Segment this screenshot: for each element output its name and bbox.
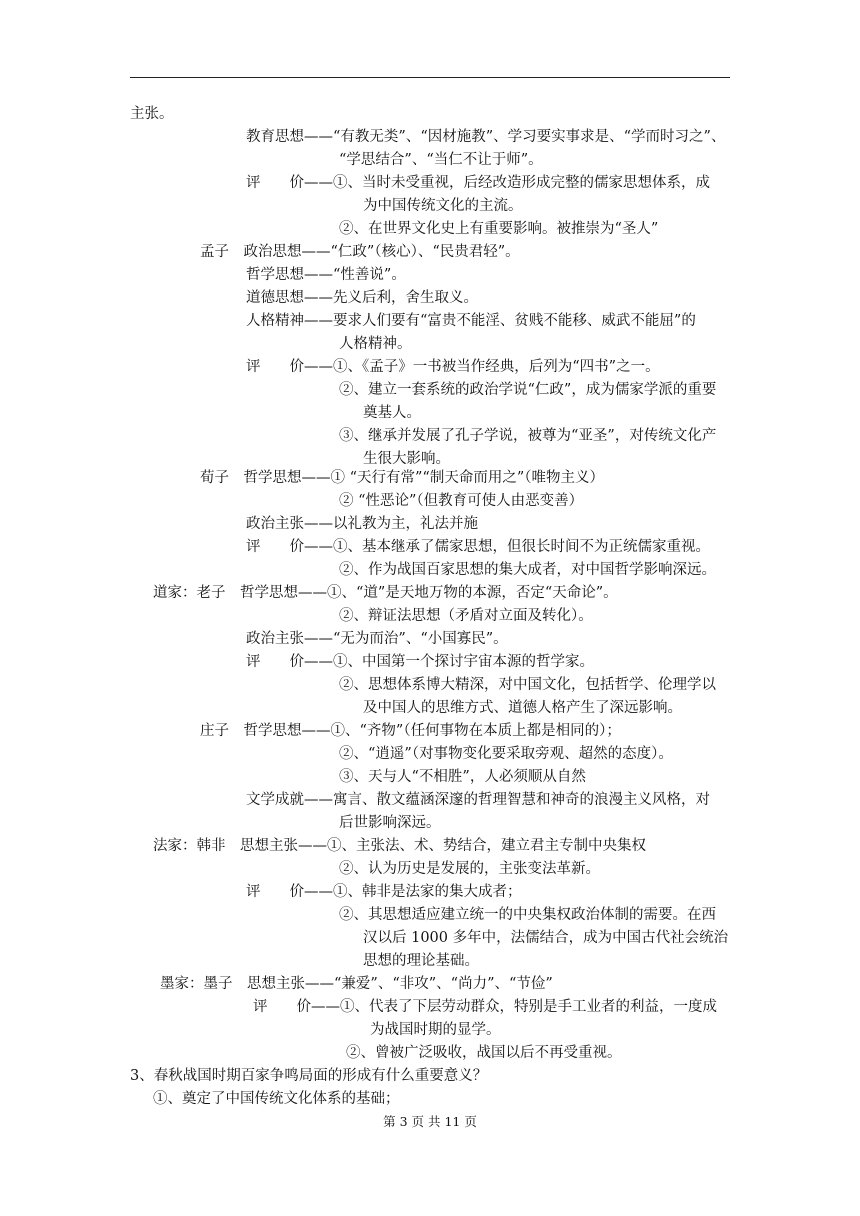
text-line: 道德思想——先义后利，舍生取义。: [246, 290, 478, 306]
text-line: 墨家：墨子 思想主张——“兼爱”、“非攻”、“尚力”、“节俭”: [160, 976, 553, 992]
header-rule: [130, 77, 730, 78]
text-line: 后世影响深远。: [339, 815, 441, 831]
text-line: 奠基人。: [363, 405, 421, 421]
text-line: 评 价——①、中国第一个探讨宇宙本源的哲学家。: [246, 654, 594, 670]
text-line: 及中国人的思维方式、道德人格产生了深远影响。: [363, 700, 682, 716]
text-line: ③、天与人“不相胜”，人必须顺从自然: [339, 769, 586, 785]
text-line: ②、建立一套系统的政治学说“仁政”，成为儒家学派的重要: [339, 382, 717, 398]
text-line: ② “性恶论”（但教育可使人由恶变善）: [339, 493, 584, 509]
text-line: ②、“逍遥”（对事物变化要采取旁观、超然的态度）。: [339, 746, 673, 762]
text-line: 评 价——①、当时未受重视，后经改造形成完整的儒家思想体系，成: [246, 175, 710, 191]
text-line: 政治主张——“无为而治”、“小国寡民”。: [246, 631, 508, 647]
text-line: 思想的理论基础。: [363, 953, 479, 969]
text-line: 道家：老子 哲学思想——①、“道”是天地万物的本源，否定“天命论”。: [153, 585, 618, 601]
text-line: 政治主张——以礼教为主，礼法并施: [246, 516, 478, 532]
text-line: 生很大影响。: [363, 451, 450, 467]
text-line: 评 价——①、韩非是法家的集大成者；: [246, 884, 522, 900]
text-line: ②、曾被广泛吸收，战国以后不再受重视。: [346, 1045, 622, 1061]
text-line: ②、作为战国百家思想的集大成者，对中国哲学影响深远。: [339, 562, 716, 578]
text-line: 文学成就——寓言、散文蕴涵深邃的哲理智慧和神奇的浪漫主义风格，对: [246, 792, 710, 808]
text-line: 孟子 政治思想——“仁政”（核心）、“民贵君轻”。: [200, 244, 520, 260]
text-line: 汉以后 1000 多年中，法儒结合，成为中国古代社会统治: [363, 930, 729, 946]
text-line: 主张。: [130, 106, 174, 122]
text-line: 评 价——①、《孟子》一书被当作经典，后列为“四书”之一。: [246, 359, 660, 375]
question-heading: 3、春秋战国时期百家争鸣局面的形成有什么重要意义？: [130, 1068, 488, 1084]
text-line: 人格精神。: [339, 336, 412, 352]
text-line: 人格精神——要求人们要有“富贵不能淫、贫贱不能移、威武不能屈”的: [246, 313, 696, 329]
text-line: 荀子 哲学思想——① “天行有常”“制天命而用之”（唯物主义）: [200, 470, 605, 486]
text-line: 法家：韩非 思想主张——①、主张法、术、势结合，建立君主专制中央集权: [153, 838, 646, 854]
text-line: ②、认为历史是发展的，主张变法革新。: [339, 861, 600, 877]
text-line: ②、在世界文化史上有重要影响。被推崇为“圣人”: [339, 221, 659, 237]
text-line: ③、继承并发展了孔子学说，被尊为“亚圣”，对传统文化产: [339, 428, 717, 444]
text-line: 为战国时期的显学。: [370, 1022, 501, 1038]
text-line: ①、奠定了中国传统文化体系的基础；: [153, 1091, 400, 1107]
text-line: 评 价——①、基本继承了儒家思想，但很长时间不为正统儒家重视。: [246, 539, 710, 555]
text-line: ②、思想体系博大精深，对中国文化，包括哲学、伦理学以: [339, 677, 716, 693]
text-line: “学思结合”、“当仁不让于师”。: [339, 152, 543, 168]
text-line: 哲学思想——“性善说”。: [246, 267, 406, 283]
text-line: ②、辩证法思想（矛盾对立面及转化）。: [339, 608, 593, 624]
text-line: 庄子 哲学思想——①、“齐物”（任何事物在本质上都是相同的）；: [200, 723, 621, 739]
text-line: ②、其思想适应建立统一的中央集权政治体制的需要。在西: [339, 907, 716, 923]
text-line: 评 价——①、代表了下层劳动群众，特别是手工业者的利益，一度成: [253, 999, 717, 1015]
text-line: 为中国传统文化的主流。: [363, 198, 523, 214]
text-line: 教育思想——“有教无类”、“因材施教”、学习要实事求是、“学而时习之”、: [246, 129, 726, 145]
page-number-footer: 第 3 页 共 11 页: [383, 1114, 477, 1129]
